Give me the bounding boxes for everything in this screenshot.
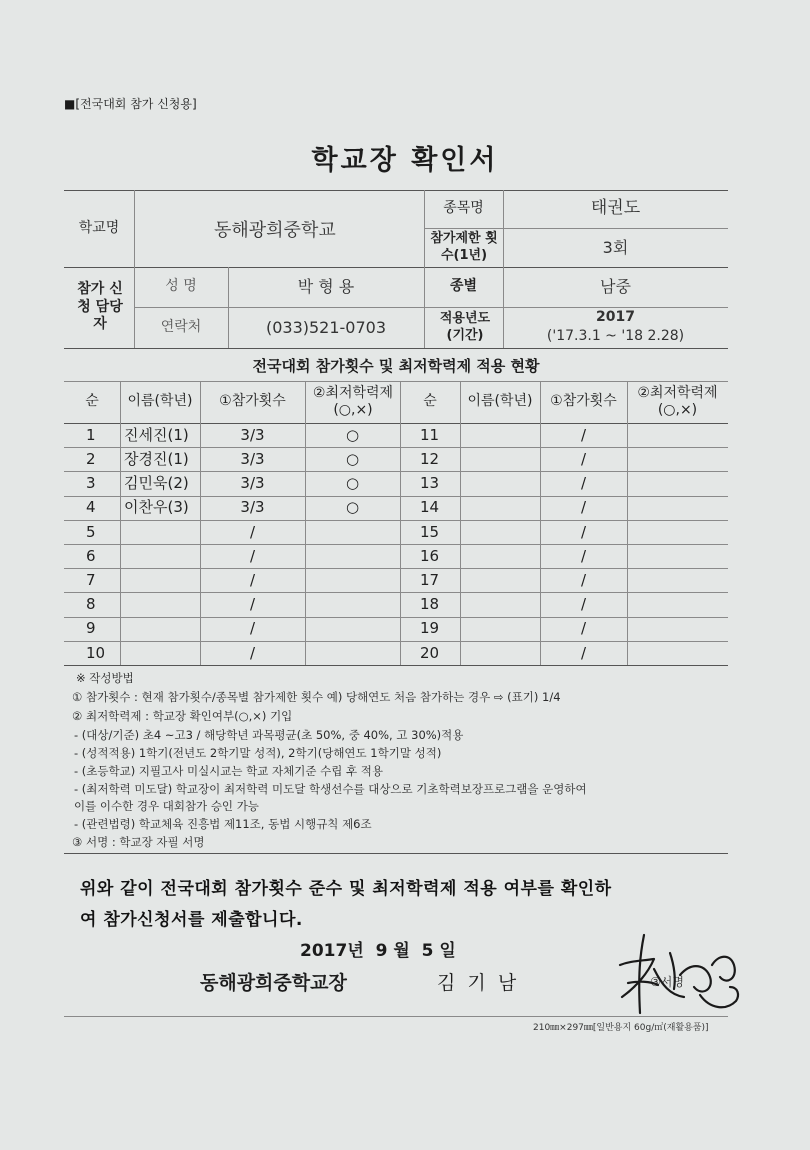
cell-count: 3/3: [240, 449, 265, 468]
cell-name: [460, 641, 540, 665]
cell-count: /: [249, 546, 256, 565]
cell-no: 6: [86, 546, 96, 565]
cell-min: [627, 592, 728, 616]
cell-name: [120, 592, 200, 616]
year-label: 적용년도 (기간): [439, 311, 491, 343]
cell-min: [627, 617, 728, 641]
cell-count: /: [580, 595, 587, 614]
cell-no: 12: [420, 449, 440, 468]
principal-name: 김 기 남: [437, 972, 517, 994]
header-min-right: ②최저학력제 (○,×): [637, 384, 718, 418]
cell-no: 15: [420, 522, 440, 541]
manager-label: 참가 신청 담당자: [77, 281, 123, 333]
cell-min: [627, 423, 728, 447]
cell-no: 16: [420, 546, 440, 565]
cell-no: 7: [86, 570, 96, 589]
manager-name-label: 성 명: [165, 278, 197, 295]
cell-min: [627, 641, 728, 665]
cell-min: [305, 641, 400, 665]
note-line: ③ 서명 : 학교장 자필 서명: [72, 835, 205, 849]
cell-no: 3: [86, 474, 96, 493]
cell-no: 14: [420, 498, 440, 517]
issue-date: 2017년 9 월 5 일: [300, 941, 456, 961]
cell-no: 5: [86, 522, 96, 541]
note-line: - (최저학력 미도달) 학교장이 최저학력 미도달 학생선수를 대상으로 기초학력보장프로그램을 운영하여: [74, 782, 587, 796]
cell-count: /: [580, 474, 587, 493]
cell-min: [627, 447, 728, 471]
cell-name: [120, 641, 200, 665]
cell-min: ○: [345, 449, 360, 468]
cell-min: [305, 520, 400, 544]
cell-name: 이찬우(3): [124, 498, 189, 517]
section-title: 전국대회 참가횟수 및 최저학력제 적용 현황: [252, 356, 540, 375]
cell-name: [460, 520, 540, 544]
cell-min: [627, 568, 728, 592]
cell-name: [460, 592, 540, 616]
note-line: 이를 이수한 경우 대회참가 승인 가능: [74, 799, 259, 813]
handwritten-signature: [610, 925, 750, 1020]
contact-value: (033)521-0703: [265, 317, 387, 337]
header-no-right: 순: [423, 393, 437, 410]
cell-no: 20: [420, 643, 440, 662]
gender-label: 종별: [449, 278, 478, 295]
cell-name: [120, 568, 200, 592]
sport-label: 종목명: [443, 200, 484, 217]
note-line: - (성적적용) 1학기(전년도 2학기말 성적), 2학기(당해연도 1학기말 성적): [74, 746, 442, 760]
manager-name-value: 박 형 용: [297, 277, 355, 296]
statement-line-2: 여 참가신청서를 제출합니다.: [80, 910, 303, 930]
signature-mark: ③서명: [650, 975, 684, 989]
school-head-title: 동해광희중학교장: [200, 972, 347, 994]
cell-name: [460, 544, 540, 568]
header-count-right: ①참가횟수: [550, 393, 617, 410]
document-title: 학교장 확인서: [311, 145, 499, 176]
cell-name: [460, 423, 540, 447]
note-line: - (관련법령) 학교체육 진흥법 제11조, 동법 시행규칙 제6조: [74, 817, 372, 831]
cell-count: /: [580, 643, 587, 662]
cell-name: [460, 471, 540, 495]
cell-min: [305, 592, 400, 616]
cell-count: 3/3: [240, 474, 265, 493]
header-name-left: 이름(학년): [127, 393, 193, 410]
cell-no: 18: [420, 595, 440, 614]
cell-name: [120, 544, 200, 568]
note-line: ② 최저학력제 : 학교장 확인여부(○,×) 기입: [72, 709, 293, 723]
period-value: ('17.3.1 ~ '18 2.28): [546, 327, 685, 344]
cell-count: /: [249, 570, 256, 589]
cell-min: ○: [345, 498, 360, 517]
sport-value: 태권도: [590, 198, 641, 219]
cell-count: 3/3: [240, 425, 265, 444]
cell-count: /: [580, 570, 587, 589]
cell-no: 1: [86, 425, 96, 444]
cell-no: 9: [86, 619, 96, 638]
school-name-label: 학교명: [78, 219, 120, 236]
header-no-left: 순: [85, 393, 99, 410]
cell-count: /: [249, 643, 256, 662]
cell-count: 3/3: [240, 498, 265, 517]
cell-name: 김민욱(2): [124, 474, 189, 493]
cell-name: [120, 617, 200, 641]
cell-min: [627, 471, 728, 495]
cell-name: [460, 568, 540, 592]
cell-min: [305, 617, 400, 641]
header-name-right: 이름(학년): [467, 393, 533, 410]
limit-label: 참가제한 횟수(1년): [430, 231, 498, 263]
note-line: ① 참가횟수 : 현재 참가횟수/종목별 참가제한 횟수 예) 당해연도 처음 참가하는 경우 ⇨ (표기) 1/4: [72, 690, 561, 704]
cell-name: [460, 617, 540, 641]
cell-min: [305, 544, 400, 568]
gender-value: 남중: [600, 277, 631, 296]
statement-line-1: 위와 같이 전국대회 참가횟수 준수 및 최저학력제 적용 여부를 확인하: [80, 879, 612, 899]
cell-name: [460, 447, 540, 471]
cell-count: /: [580, 522, 587, 541]
cell-min: ○: [345, 474, 360, 493]
note-line: - (대상/기준) 초4 ~고3 / 해당학년 과목평균(초 50%, 중 40%, 고 30%)적용: [74, 728, 464, 742]
cell-count: /: [580, 425, 587, 444]
cell-name: 진세진(1): [124, 425, 189, 444]
cell-name: [120, 520, 200, 544]
cell-no: 19: [420, 619, 440, 638]
year-value: 2017: [596, 309, 635, 326]
cell-count: /: [580, 619, 587, 638]
contact-label: 연락처: [160, 318, 202, 335]
header-count-left: ①참가횟수: [219, 393, 286, 410]
note-line: ※ 작성방법: [76, 671, 134, 685]
cell-min: [627, 520, 728, 544]
cell-min: ○: [345, 425, 360, 444]
cell-name: 장경진(1): [124, 449, 189, 468]
cell-no: 11: [420, 425, 440, 444]
cell-count: /: [249, 522, 256, 541]
cell-count: /: [249, 595, 256, 614]
cell-no: 2: [86, 449, 96, 468]
cell-no: 8: [86, 595, 96, 614]
cell-min: [627, 544, 728, 568]
cell-no: 4: [86, 498, 96, 517]
cell-count: /: [249, 619, 256, 638]
cell-min: [305, 568, 400, 592]
cell-name: [460, 496, 540, 520]
header-min-left: ②최저학력제 (○,×): [312, 384, 394, 418]
cell-count: /: [580, 449, 587, 468]
document-tag: ■[전국대회 참가 신청용]: [64, 97, 197, 111]
cell-count: /: [580, 546, 587, 565]
cell-count: /: [580, 498, 587, 517]
limit-value: 3회: [602, 237, 629, 257]
cell-min: [627, 496, 728, 520]
note-line: - (초등학교) 지필고사 미실시교는 학교 자체기준 수립 후 적용: [74, 764, 383, 778]
school-name-value: 동해광희중학교: [214, 219, 336, 241]
paper-spec-footer: 210㎜×297㎜[일반용지 60g/㎡(재활용품)]: [533, 1023, 709, 1033]
cell-no: 10: [86, 643, 106, 662]
cell-no: 13: [420, 474, 440, 493]
cell-no: 17: [420, 570, 440, 589]
